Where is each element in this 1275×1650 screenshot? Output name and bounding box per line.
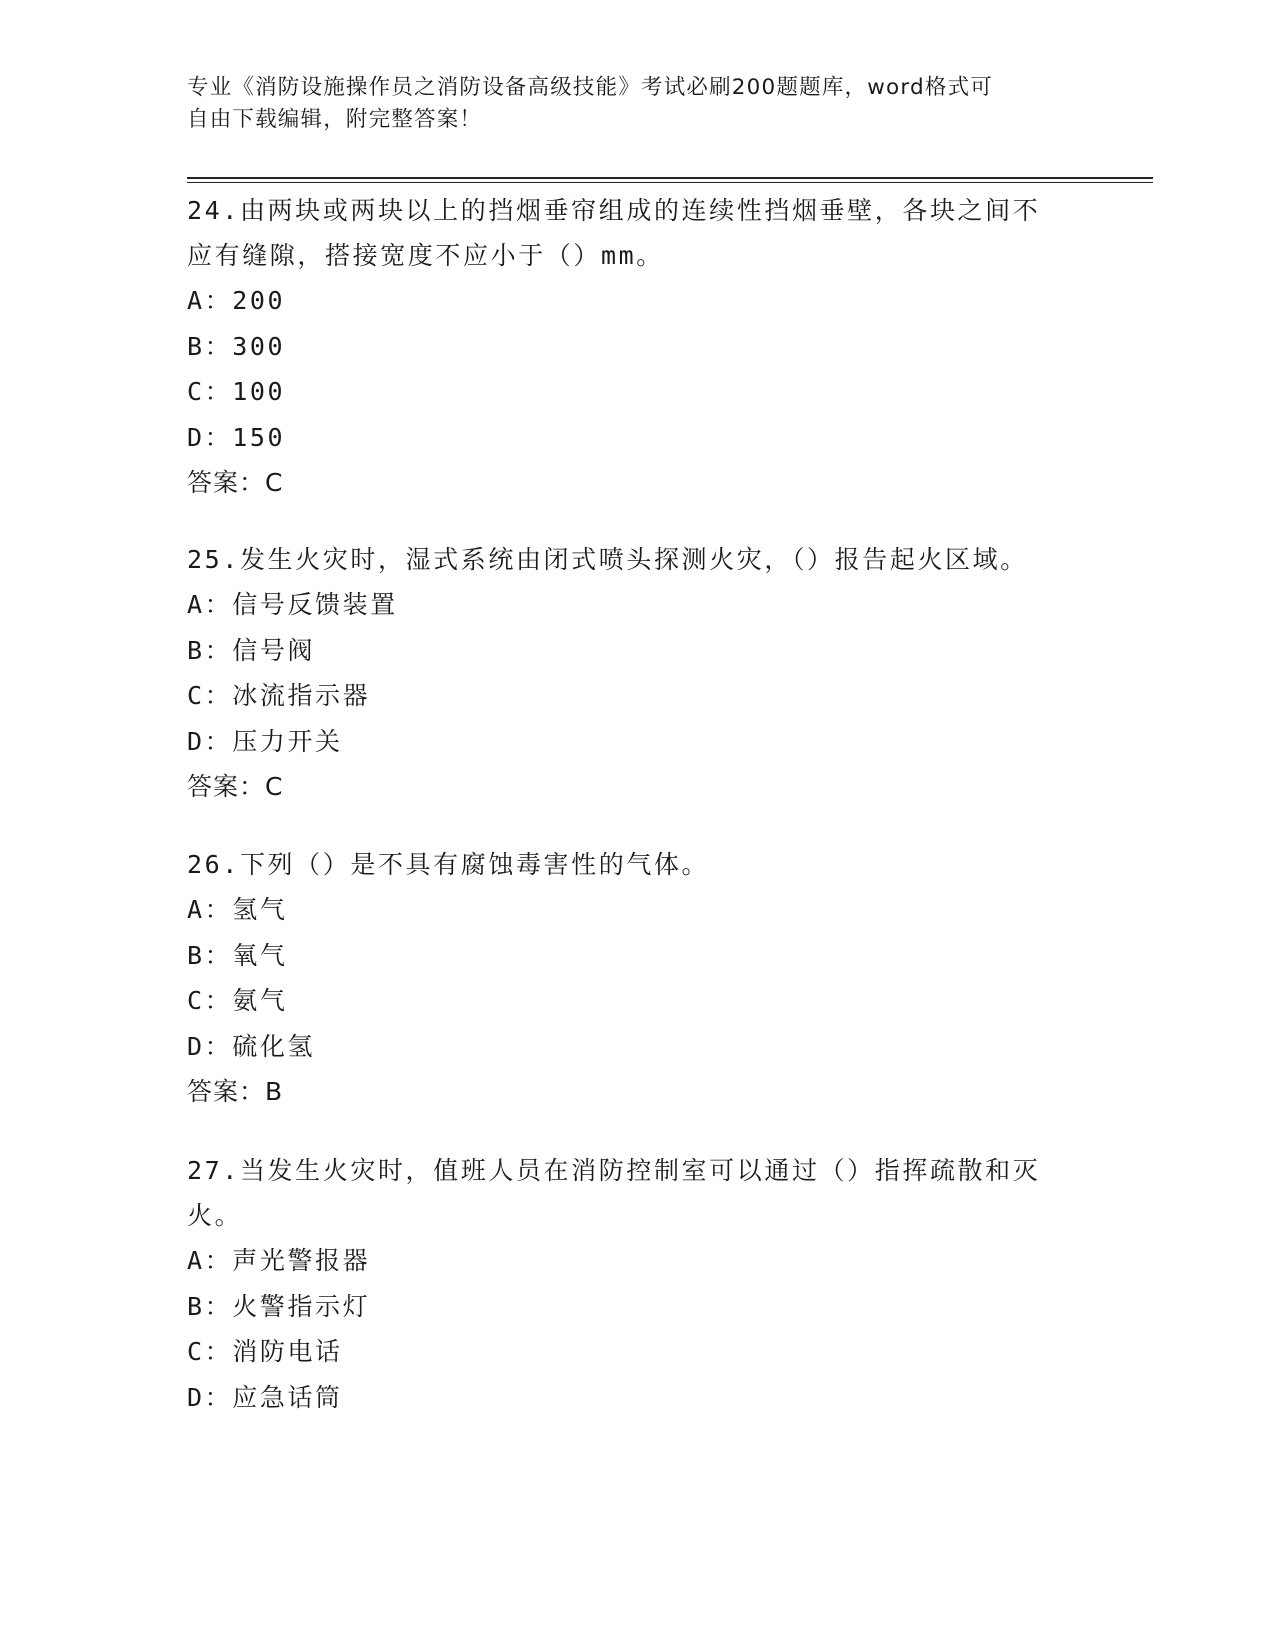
question-text-line: 26.下列（）是不具有腐蚀毒害性的气体。 — [187, 850, 710, 879]
option-a: A：200 — [187, 286, 286, 315]
answer: 答案：C — [187, 468, 284, 497]
question-text-line: 应有缝隙，搭接宽度不应小于（）mm。 — [187, 241, 664, 270]
header-line-1: 专业《消防设施操作员之消防设备高级技能》考试必刷200题题库，word格式可 — [187, 75, 993, 100]
question-text-line: 24.由两块或两块以上的挡烟垂帘组成的连续性挡烟垂壁，各块之间不 — [187, 196, 1041, 225]
document-header — [187, 72, 1067, 136]
question-25 — [187, 537, 1087, 809]
option-d: D：应急话筒 — [187, 1382, 343, 1412]
option-b: B：信号阀 — [187, 635, 316, 665]
option-b: B：氧气 — [187, 940, 288, 970]
option-b: B：火警指示灯 — [187, 1291, 371, 1321]
option-d: D：150 — [187, 422, 286, 452]
question-text-line: 27.当发生火灾时，值班人员在消防控制室可以通过（）指挥疏散和灭 — [187, 1156, 1041, 1185]
header-line-2: 自由下载编辑，附完整答案！ — [187, 107, 483, 132]
question-24 — [187, 188, 1087, 505]
option-d: D：压力开关 — [187, 726, 343, 756]
option-c: C：100 — [187, 377, 286, 406]
header-divider-thin — [187, 182, 1153, 183]
option-c: C：消防电话 — [187, 1337, 343, 1366]
option-a: A：信号反馈装置 — [187, 590, 398, 619]
option-a: A：声光警报器 — [187, 1246, 371, 1275]
option-c: C：冰流指示器 — [187, 681, 371, 710]
question-27 — [187, 1148, 1087, 1420]
header-divider-thick — [187, 177, 1153, 179]
option-a: A：氢气 — [187, 895, 288, 924]
option-c: C：氨气 — [187, 986, 288, 1015]
option-b: B：300 — [187, 331, 286, 361]
option-d: D：硫化氢 — [187, 1031, 316, 1061]
answer: 答案：C — [187, 772, 284, 801]
question-26 — [187, 842, 1087, 1114]
question-text-line: 25.发生火灾时，湿式系统由闭式喷头探测火灾，（）报告起火区域。 — [187, 545, 1028, 574]
question-text-line: 火。 — [187, 1201, 243, 1230]
answer: 答案：B — [187, 1077, 284, 1106]
